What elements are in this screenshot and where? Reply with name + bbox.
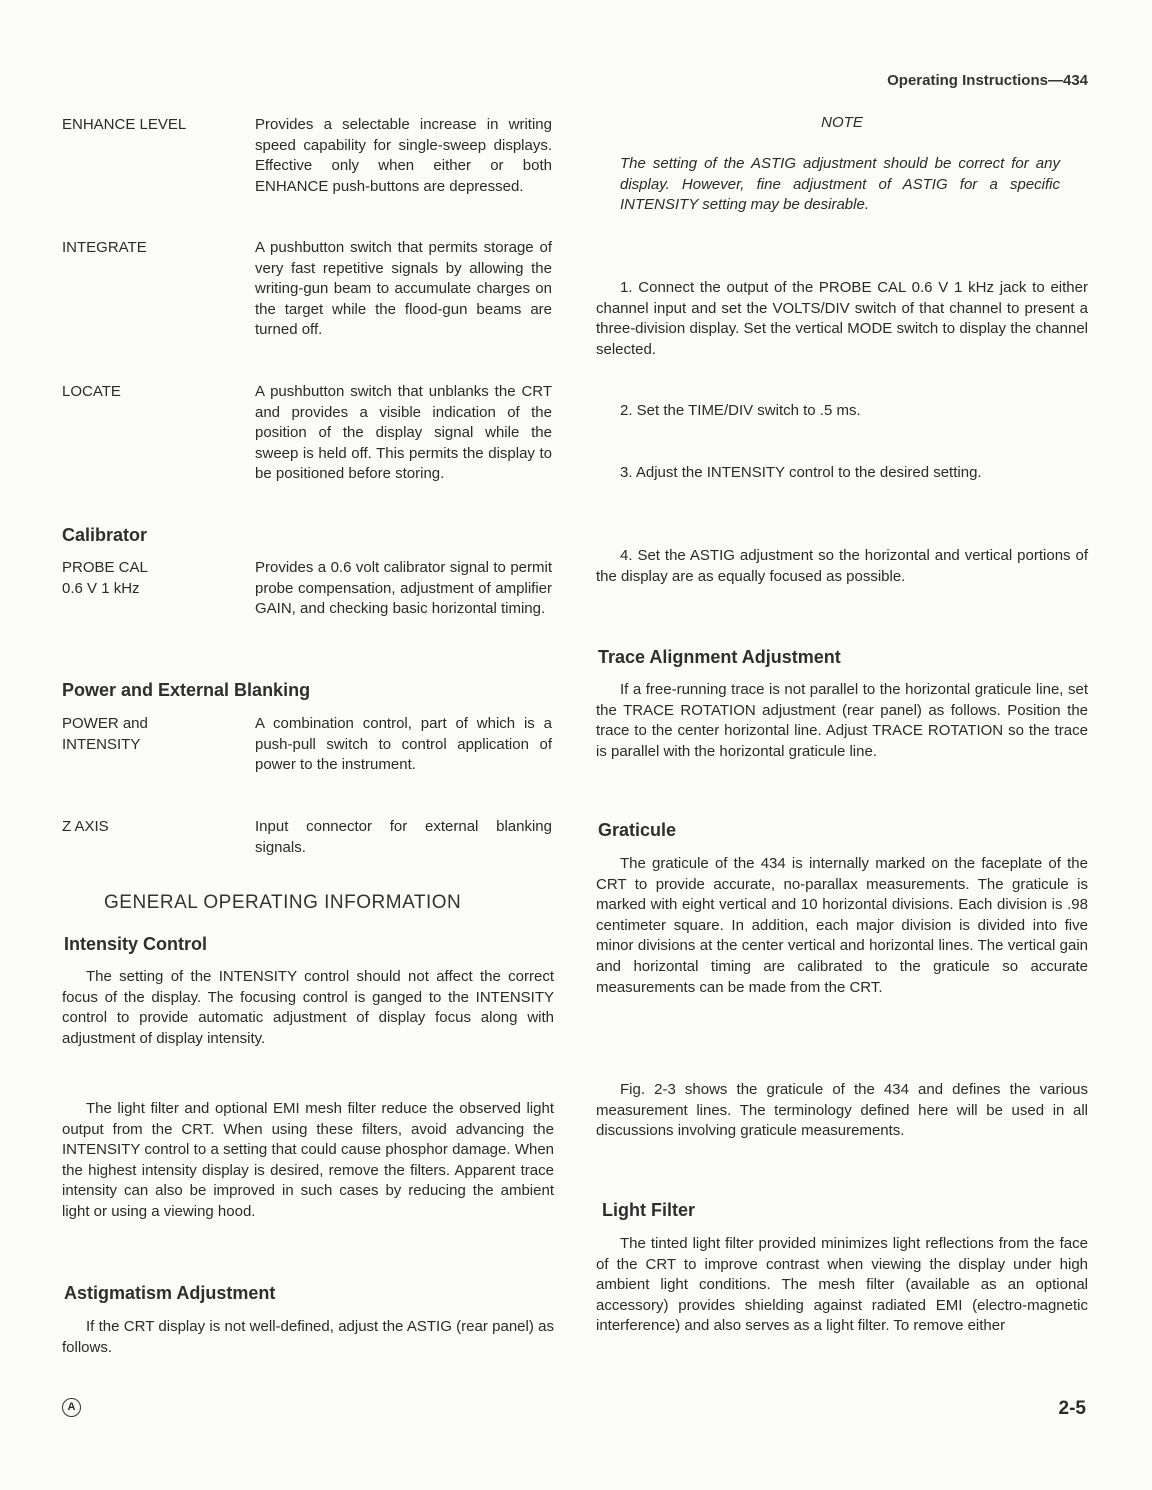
- term-description: A pushbutton switch that permits storage of very fast repetitive signals by allowing the writing-gun beam to accumulate charges on the target while the flood-gun beams are turned off.: [255, 239, 552, 339]
- intensity-control-heading: Intensity Control: [64, 934, 207, 954]
- term-label-line1: PROBE CAL: [62, 559, 148, 576]
- term-description: A pushbutton switch that unblanks the CRT and provides a visible indication of the position of the display signal while the sweep is held off. This permits the display to be positioned before storing.: [255, 383, 552, 483]
- calibrator-heading: Calibrator: [62, 525, 148, 545]
- graticule-heading: Graticule: [598, 820, 677, 840]
- power-heading: Power and External Blanking: [62, 680, 311, 700]
- term-label: Z AXIS: [62, 818, 109, 835]
- note-title: NOTE: [821, 114, 863, 131]
- term-label: [62, 714, 252, 755]
- step-2: 2. Set the TIME/DIV switch to .5 ms.: [620, 402, 861, 419]
- running-header: Operating Instructions—434: [887, 72, 1088, 89]
- trace-alignment-paragraph: If a free-running trace is not parallel to the horizontal graticule line, set the TRACE ROTATION adjustment (rear panel) as follows. Position the trace to the center horizontal line. Adjust TRACE ROTATION so the trace is parallel with the horizontal graticule line.: [596, 681, 1088, 760]
- intensity-paragraph-2: The light filter and optional EMI mesh filter reduce the observed light output from the CRT. When using these filters, avoid advancing the INTENSITY control to a setting that could cause phosphor damage. When the highest intensity display is desired, remove the filters. Apparent trace intensity can also be improved in such cases by reducing the ambient light or using a viewing hood.: [62, 1100, 554, 1220]
- term-description: Input connector for external blanking signals.: [255, 818, 552, 856]
- light-filter-heading: Light Filter: [602, 1200, 695, 1220]
- astigmatism-heading: Astigmatism Adjustment: [64, 1283, 276, 1303]
- term-label: INTEGRATE: [62, 239, 147, 256]
- step-1: 1. Connect the output of the PROBE CAL 0.6 V 1 kHz jack to either channel input and set the VOLTS/DIV switch of that channel to present a three-division display. Set the vertical MODE switch to display the channel selected.: [596, 279, 1088, 358]
- light-filter-paragraph: The tinted light filter provided minimizes light reflections from the face of the CRT to improve contrast when viewing the display under high ambient light conditions. The mesh filter (available as an optional accessory) provides shielding against radiated EMI (electro-magnetic interference) and also serves as a light filter. To remove either: [596, 1235, 1088, 1335]
- astigmatism-paragraph: If the CRT display is not well-defined, adjust the ASTIG (rear panel) as follows.: [62, 1318, 554, 1356]
- term-label-line2: INTENSITY: [62, 735, 141, 753]
- term-description: Provides a 0.6 volt calibrator signal to permit probe compensation, adjustment of amplifier GAIN, and checking basic horizontal timing.: [255, 559, 552, 618]
- note-text: The setting of the ASTIG adjustment should be correct for any display. However, fine adjustment of ASTIG for a specific INTENSITY setting may be desirable.: [620, 155, 1060, 214]
- term-label: LOCATE: [62, 383, 121, 400]
- term-description: Provides a selectable increase in writing speed capability for single-sweep displays. Effective only when either or both ENHANCE push-buttons are depressed.: [255, 116, 552, 195]
- term-description: A combination control, part of which is a push-pull switch to control application of power to the instrument.: [255, 715, 552, 774]
- intensity-paragraph-1: The setting of the INTENSITY control should not affect the correct focus of the display. The focusing control is ganged to the INTENSITY control to provide automatic adjustment of display focus along with adjustment of display intensity.: [62, 968, 554, 1047]
- graticule-paragraph-1: The graticule of the 434 is internally marked on the faceplate of the CRT to provide accurate, no-parallax measurements. The graticule is marked with eight vertical and 10 horizontal divisions. Each division is .98 centimeter square. In addition, each major division is divided into five minor divisions at the center vertical and horizontal lines. The vertical gain and horizontal timing are calibrated to the graticule so accurate measurements can be made from the CRT.: [596, 855, 1088, 996]
- step-3: 3. Adjust the INTENSITY control to the desired setting.: [620, 464, 982, 481]
- page-number: 2-5: [1058, 1398, 1086, 1419]
- term-label-line2: 0.6 V 1 kHz: [62, 579, 140, 597]
- general-info-heading: GENERAL OPERATING INFORMATION: [104, 892, 462, 913]
- term-label-line1: POWER and: [62, 715, 148, 732]
- publisher-logo-icon: A: [62, 1398, 81, 1417]
- graticule-paragraph-2: Fig. 2-3 shows the graticule of the 434 and defines the various measurement lines. The terminology defined here will be used in all discussions involving graticule measurements.: [596, 1081, 1088, 1140]
- term-label: ENHANCE LEVEL: [62, 116, 187, 133]
- term-label: [62, 558, 252, 599]
- trace-alignment-heading: Trace Alignment Adjustment: [598, 647, 841, 667]
- step-4: 4. Set the ASTIG adjustment so the horizontal and vertical portions of the display are as equally focused as possible.: [596, 547, 1088, 585]
